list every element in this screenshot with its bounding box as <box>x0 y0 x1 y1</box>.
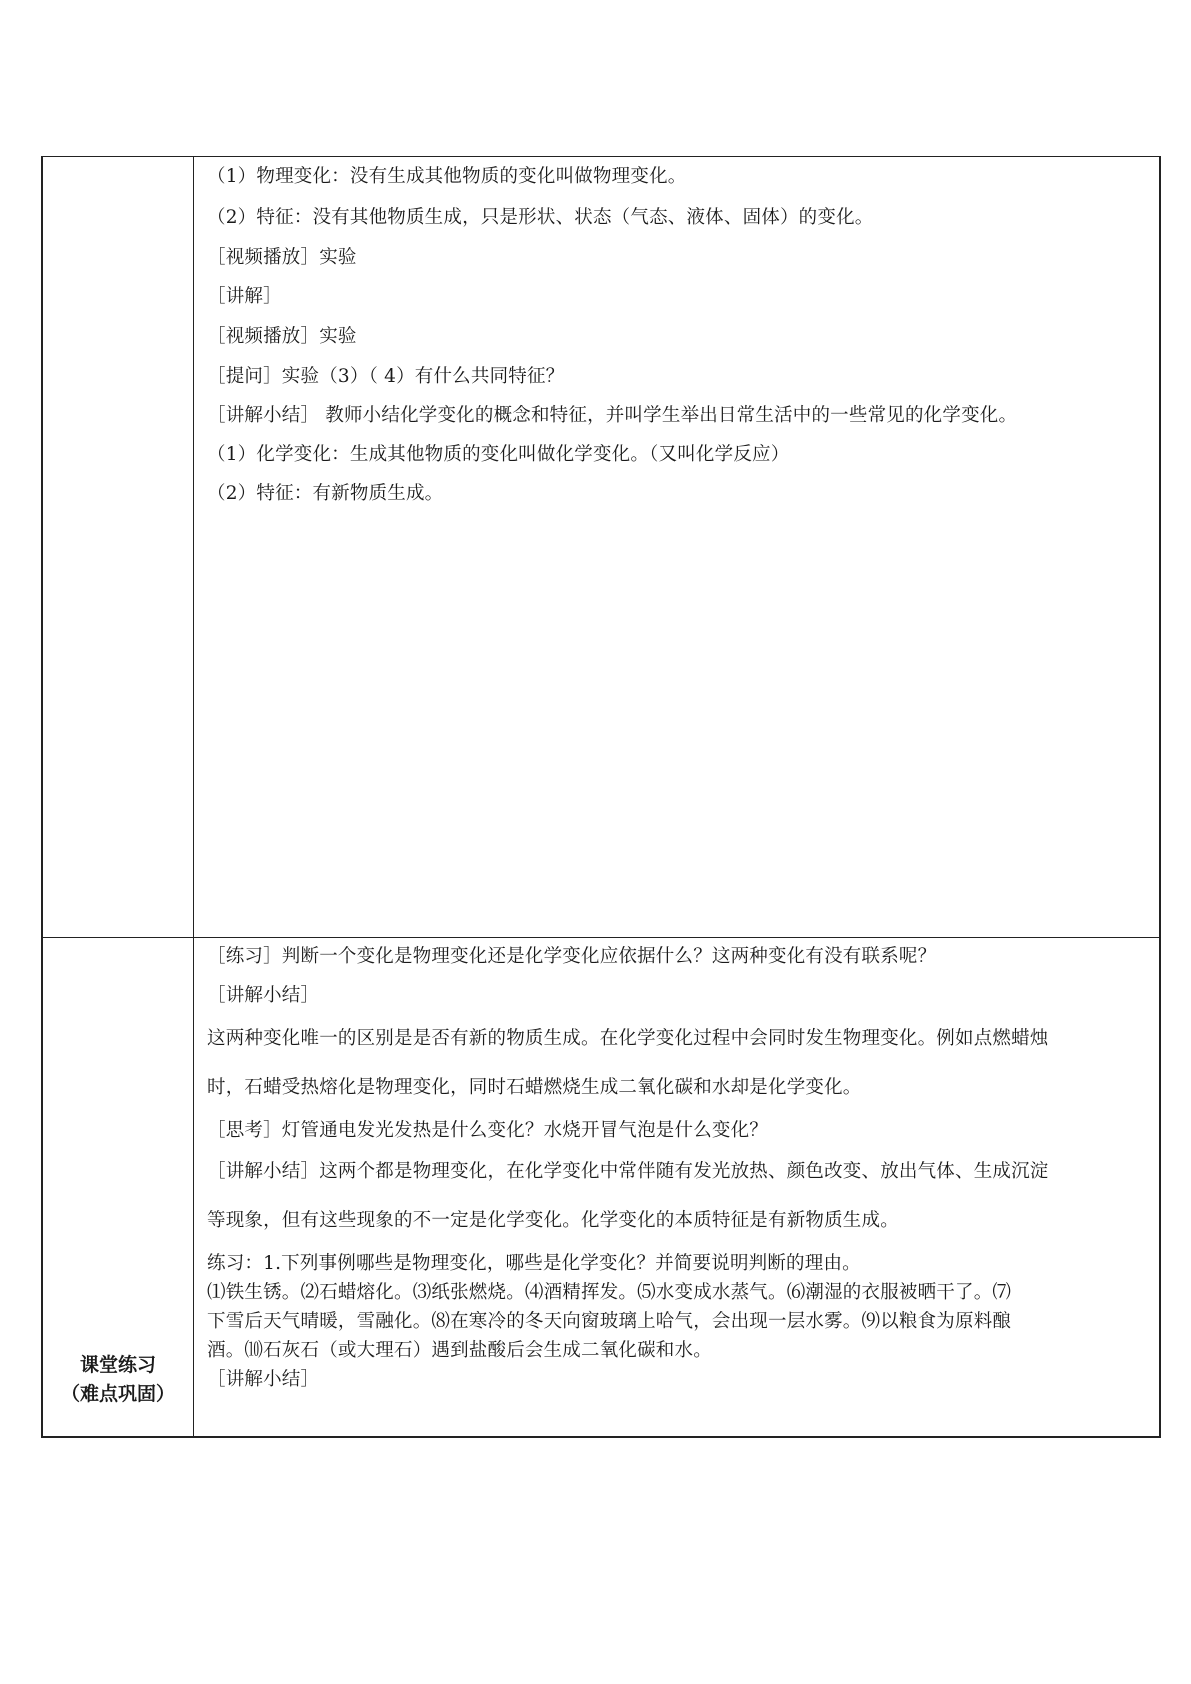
table-row-explanation <box>43 157 1159 938</box>
section-label-subtitle: （难点巩固） <box>60 1383 175 1405</box>
text-line: （2）特征：没有其他物质生成，只是形状、状态（气态、液体、固体）的变化。 <box>207 207 874 228</box>
text-line: ［讲解小结］ <box>207 1369 320 1390</box>
text-line: （1）化学变化：生成其他物质的变化叫做化学变化。（又叫化学反应） <box>207 444 790 465</box>
text-line: 练习：1.下列事例哪些是物理变化，哪些是化学变化？并简要说明判断的理由。 <box>207 1253 861 1274</box>
table-row-practice <box>43 938 1159 1436</box>
text-line: ［视频播放］实验 <box>207 247 357 268</box>
text-line: ［视频播放］实验 <box>207 326 357 347</box>
text-line: 下雪后天气晴暖，雪融化。⑻在寒冷的冬天向窗玻璃上哈气，会出现一层水雾。⑼以粮食为原料酿 <box>207 1311 1012 1332</box>
text-line: ［讲解］ <box>207 286 282 307</box>
section-label <box>43 1351 193 1409</box>
content-cell-explanation <box>195 157 1159 937</box>
text-line: ［提问］实验（3）（ 4）有什么共同特征？ <box>207 366 565 387</box>
text-line: ［讲解小结］ 教师小结化学变化的概念和特征，并叫学生举出日常生活中的一些常见的化学变化。 <box>207 405 1018 426</box>
text-line: ［讲解小结］这两个都是物理变化，在化学变化中常伴随有发光放热、颜色改变、放出气体、生成沉淀 <box>207 1161 1049 1182</box>
lesson-plan-table <box>41 156 1161 1438</box>
text-line: 这两种变化唯一的区别是是否有新的物质生成。在化学变化过程中会同时发生物理变化。例如点燃蜡烛 <box>207 1028 1049 1049</box>
text-line: 时，石蜡受热熔化是物理变化，同时石蜡燃烧生成二氧化碳和水却是化学变化。 <box>207 1077 862 1098</box>
content-cell-practice <box>195 938 1159 1436</box>
text-line: ⑴铁生锈。⑵石蜡熔化。⑶纸张燃烧。⑷酒精挥发。⑸水变成水蒸气。⑹潮湿的衣服被晒干了。⑺ <box>207 1282 1012 1303</box>
text-line: ［练习］判断一个变化是物理变化还是化学变化应依据什么？这两种变化有没有联系呢？ <box>207 946 937 967</box>
text-line: 等现象，但有这些现象的不一定是化学变化。化学变化的本质特征是有新物质生成。 <box>207 1210 899 1231</box>
text-line: ［思考］灯管通电发光发热是什么变化？水烧开冒气泡是什么变化？ <box>207 1120 769 1141</box>
row-label-cell <box>43 938 194 1436</box>
row-label-cell-empty <box>43 157 194 937</box>
text-line: ［讲解小结］ <box>207 985 320 1006</box>
text-line: （1）物理变化：没有生成其他物质的变化叫做物理变化。 <box>207 166 687 187</box>
text-line: 酒。⑽石灰石（或大理石）遇到盐酸后会生成二氧化碳和水。 <box>207 1340 712 1361</box>
section-label-title: 课堂练习 <box>79 1354 156 1376</box>
text-line: （2）特征：有新物质生成。 <box>207 483 444 504</box>
